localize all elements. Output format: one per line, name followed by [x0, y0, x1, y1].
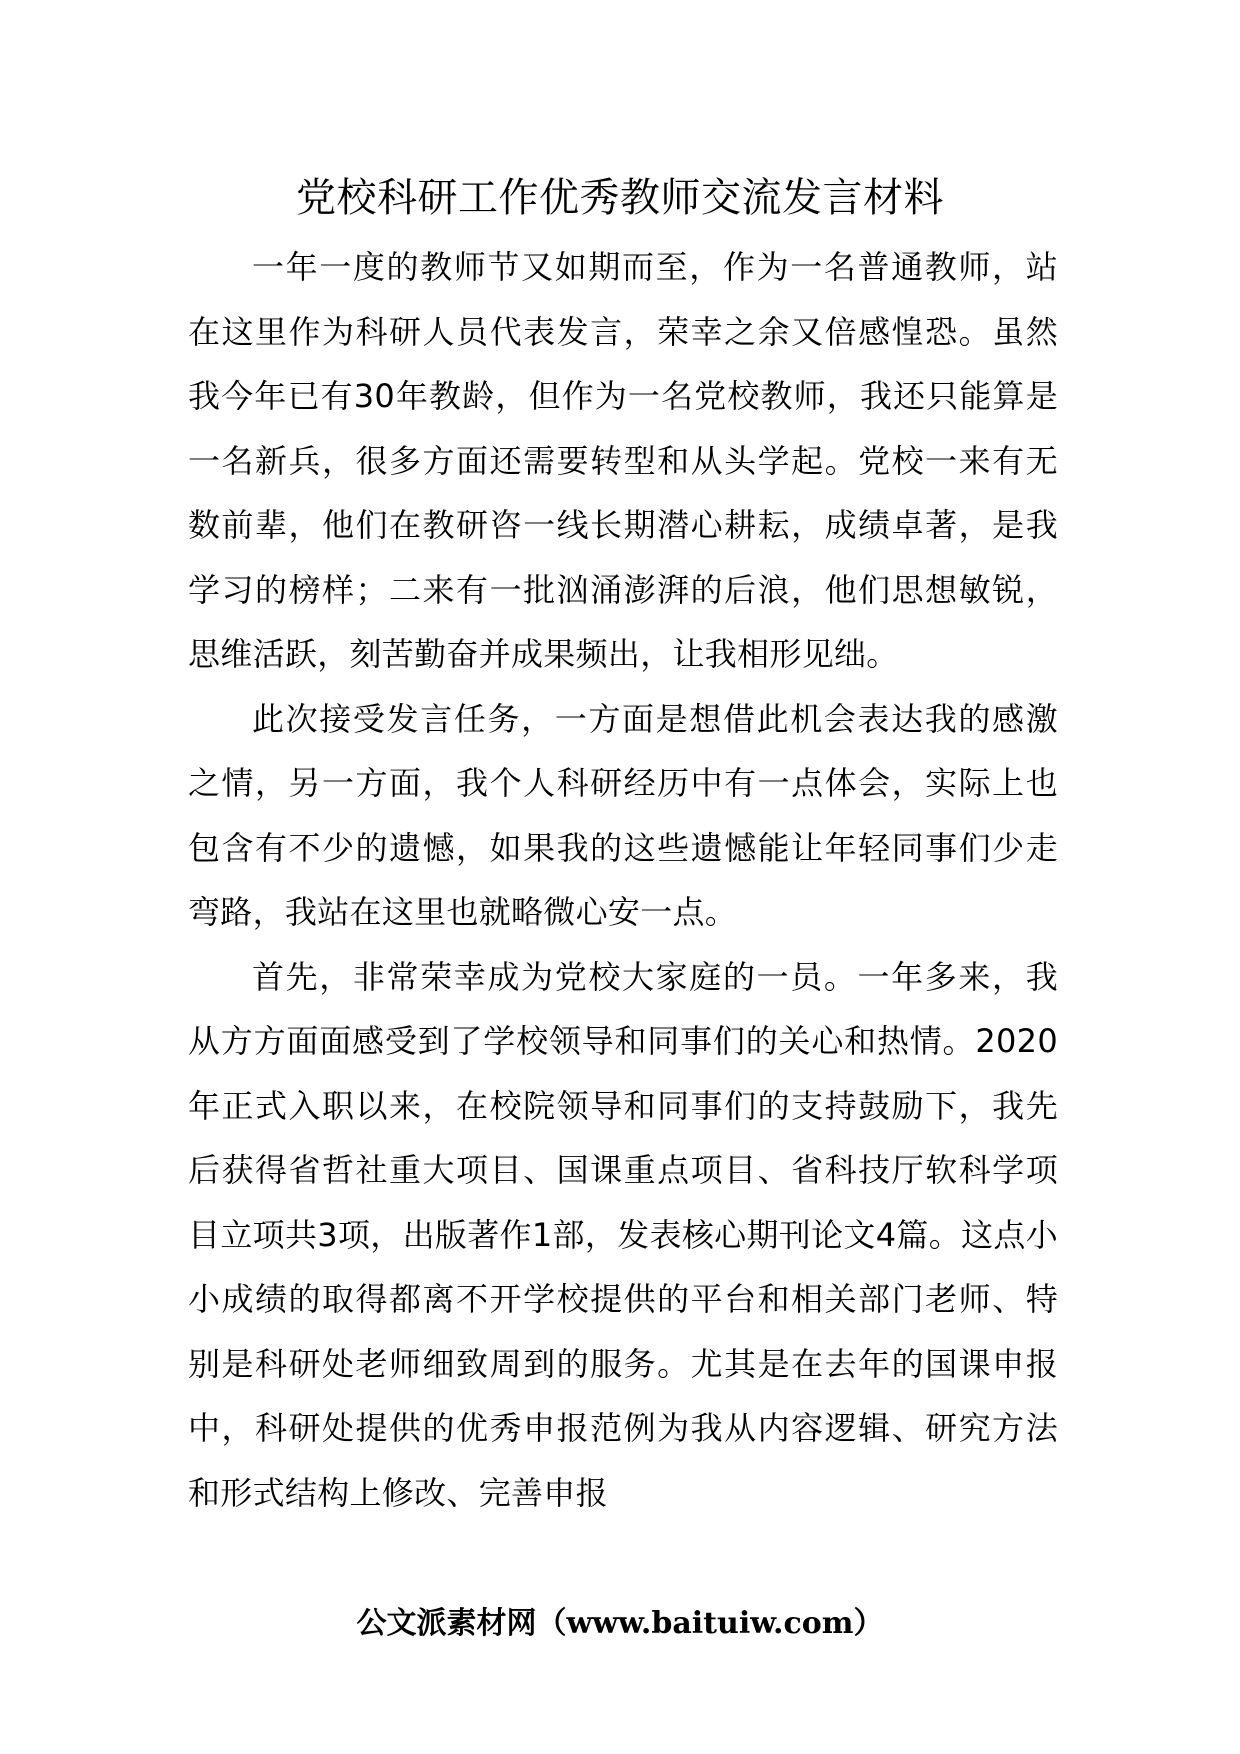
document-title: 党校科研工作优秀教师交流发言材料: [296, 175, 944, 221]
document-body: [188, 235, 1058, 1525]
footer-watermark: 公文派素材网（www.baituiw.com）: [356, 1606, 884, 1641]
paragraph-1: 一年一度的教师节又如期而至，作为一名普通教师，站在这里作为科研人员代表发言，荣幸之余又倍感惶恐。虽然我今年已有30年教龄，但作为一名党校教师，我还只能算是一名新兵，很多方面还需要转型和从头学起。党校一来有无数前辈，他们在教研咨一线长期潜心耕耘，成绩卓著，是我学习的榜样；二来有一批汹涌澎湃的后浪，他们思想敏锐，思维活跃，刻苦勤奋并成果频出，让我相形见绌。: [188, 248, 1058, 673]
paragraph-3: 首先，非常荣幸成为党校大家庭的一员。一年多来，我从方方面面感受到了学校领导和同事们的关心和热情。2020年正式入职以来，在校院领导和同事们的支持鼓励下，我先后获得省哲社重大项目、国课重点项目、省科技厅软科学项目立项共3项，出版著作1部，发表核心期刊论文4篇。这点小小成绩的取得都离不开学校提供的平台和相关部门老师、特别是科研处老师细致周到的服务。尤其是在去年的国课申报中，科研处提供的优秀申报范例为我从内容逻辑、研究方法和形式结构上修改、完善申报: [188, 957, 1058, 1512]
paragraph-2: 此次接受发言任务，一方面是想借此机会表达我的感激之情，另一方面，我个人科研经历中有一点体会，实际上也包含有不少的遗憾，如果我的这些遗憾能让年轻同事们少走弯路，我站在这里也就略微心安一点。: [188, 699, 1058, 931]
